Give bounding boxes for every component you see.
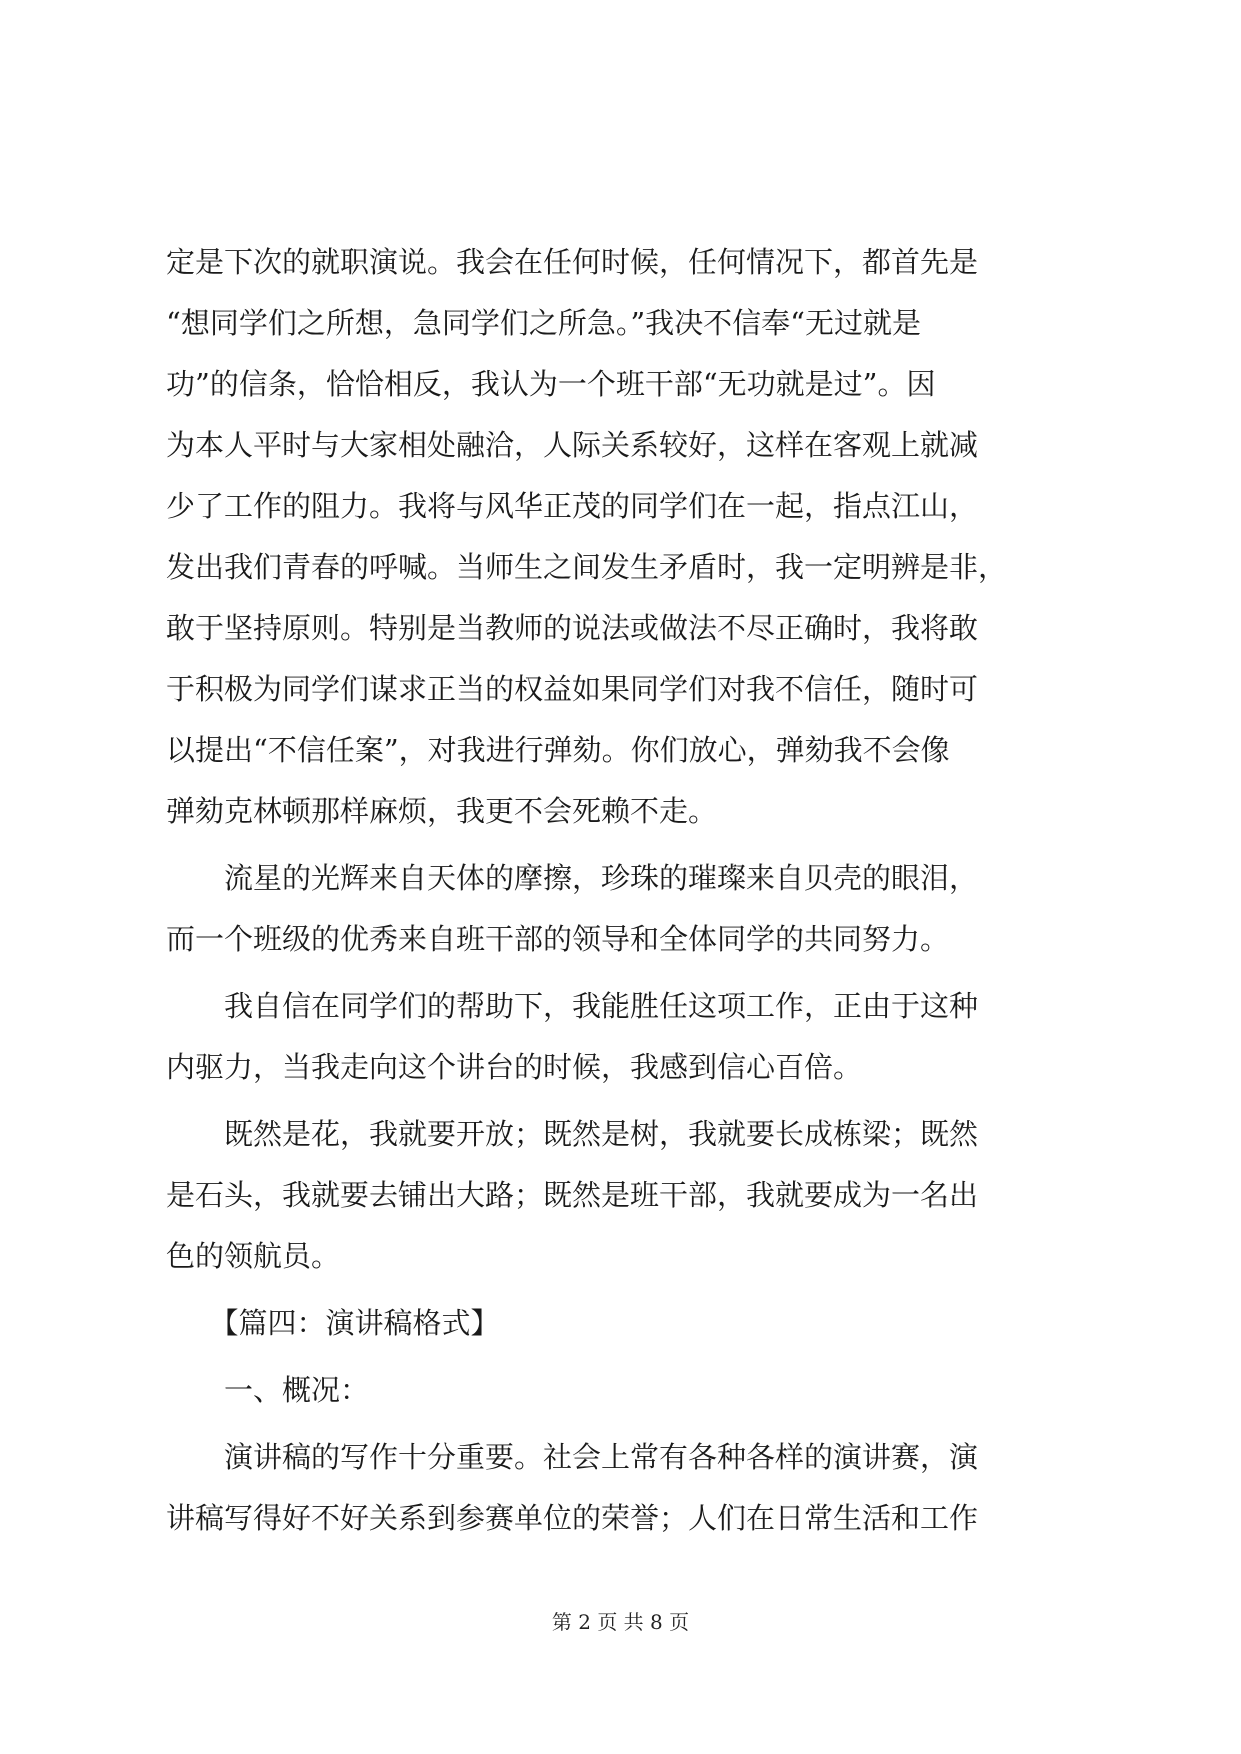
text-line: 敢于坚持原则。特别是当教师的说法或做法不尽正确时，我将敢 [166,611,979,645]
text-line: 功”的信条，恰恰相反，我认为一个班干部“无功就是过”。因 [166,367,936,401]
text-line: 以提出“不信任案”，对我进行弹劾。你们放心，弹劾我不会像 [166,733,950,767]
text-line: 是石头，我就要去铺出大路；既然是班干部，我就要成为一名出 [166,1178,979,1212]
page-number-footer: 第 2 页 共 8 页 [551,1610,690,1634]
text-line: 于积极为同学们谋求正当的权益如果同学们对我不信任，随时可 [166,672,979,706]
text-line: 演讲稿的写作十分重要。社会上常有各种各样的演讲赛，演 [166,1440,979,1474]
text-line: 我自信在同学们的帮助下，我能胜任这项工作，正由于这种 [166,989,979,1023]
text-line: 弹劾克林顿那样麻烦，我更不会死赖不走。 [166,794,718,828]
text-line: 为本人平时与大家相处融洽，人际关系较好，这样在客观上就减 [166,428,979,462]
text-line: 定是下次的就职演说。我会在任何时候，任何情况下，都首先是 [166,245,979,279]
text-line: 内驱力，当我走向这个讲台的时候，我感到信心百倍。 [166,1050,863,1084]
text-line: 少了工作的阻力。我将与风华正茂的同学们在一起，指点江山， [166,489,979,523]
text-line: “想同学们之所想，急同学们之所急。”我决不信奉“无过就是 [166,306,921,340]
section-heading: 【篇四：演讲稿格式】 [166,1306,500,1340]
text-line: 讲稿写得好不好关系到参赛单位的荣誉；人们在日常生活和工作 [166,1501,979,1535]
text-line: 发出我们青春的呼喊。当师生之间发生矛盾时，我一定明辨是非， [166,550,1008,584]
subsection-heading: 一、概况： [166,1373,370,1407]
document-body [166,232,1078,1549]
text-line: 既然是花，我就要开放；既然是树，我就要长成栋梁；既然 [166,1117,979,1151]
text-line: 色的领航员。 [166,1239,341,1273]
text-line: 而一个班级的优秀来自班干部的领导和全体同学的共同努力。 [166,922,950,956]
text-line: 流星的光辉来自天体的摩擦，珍珠的璀璨来自贝壳的眼泪， [166,861,979,895]
